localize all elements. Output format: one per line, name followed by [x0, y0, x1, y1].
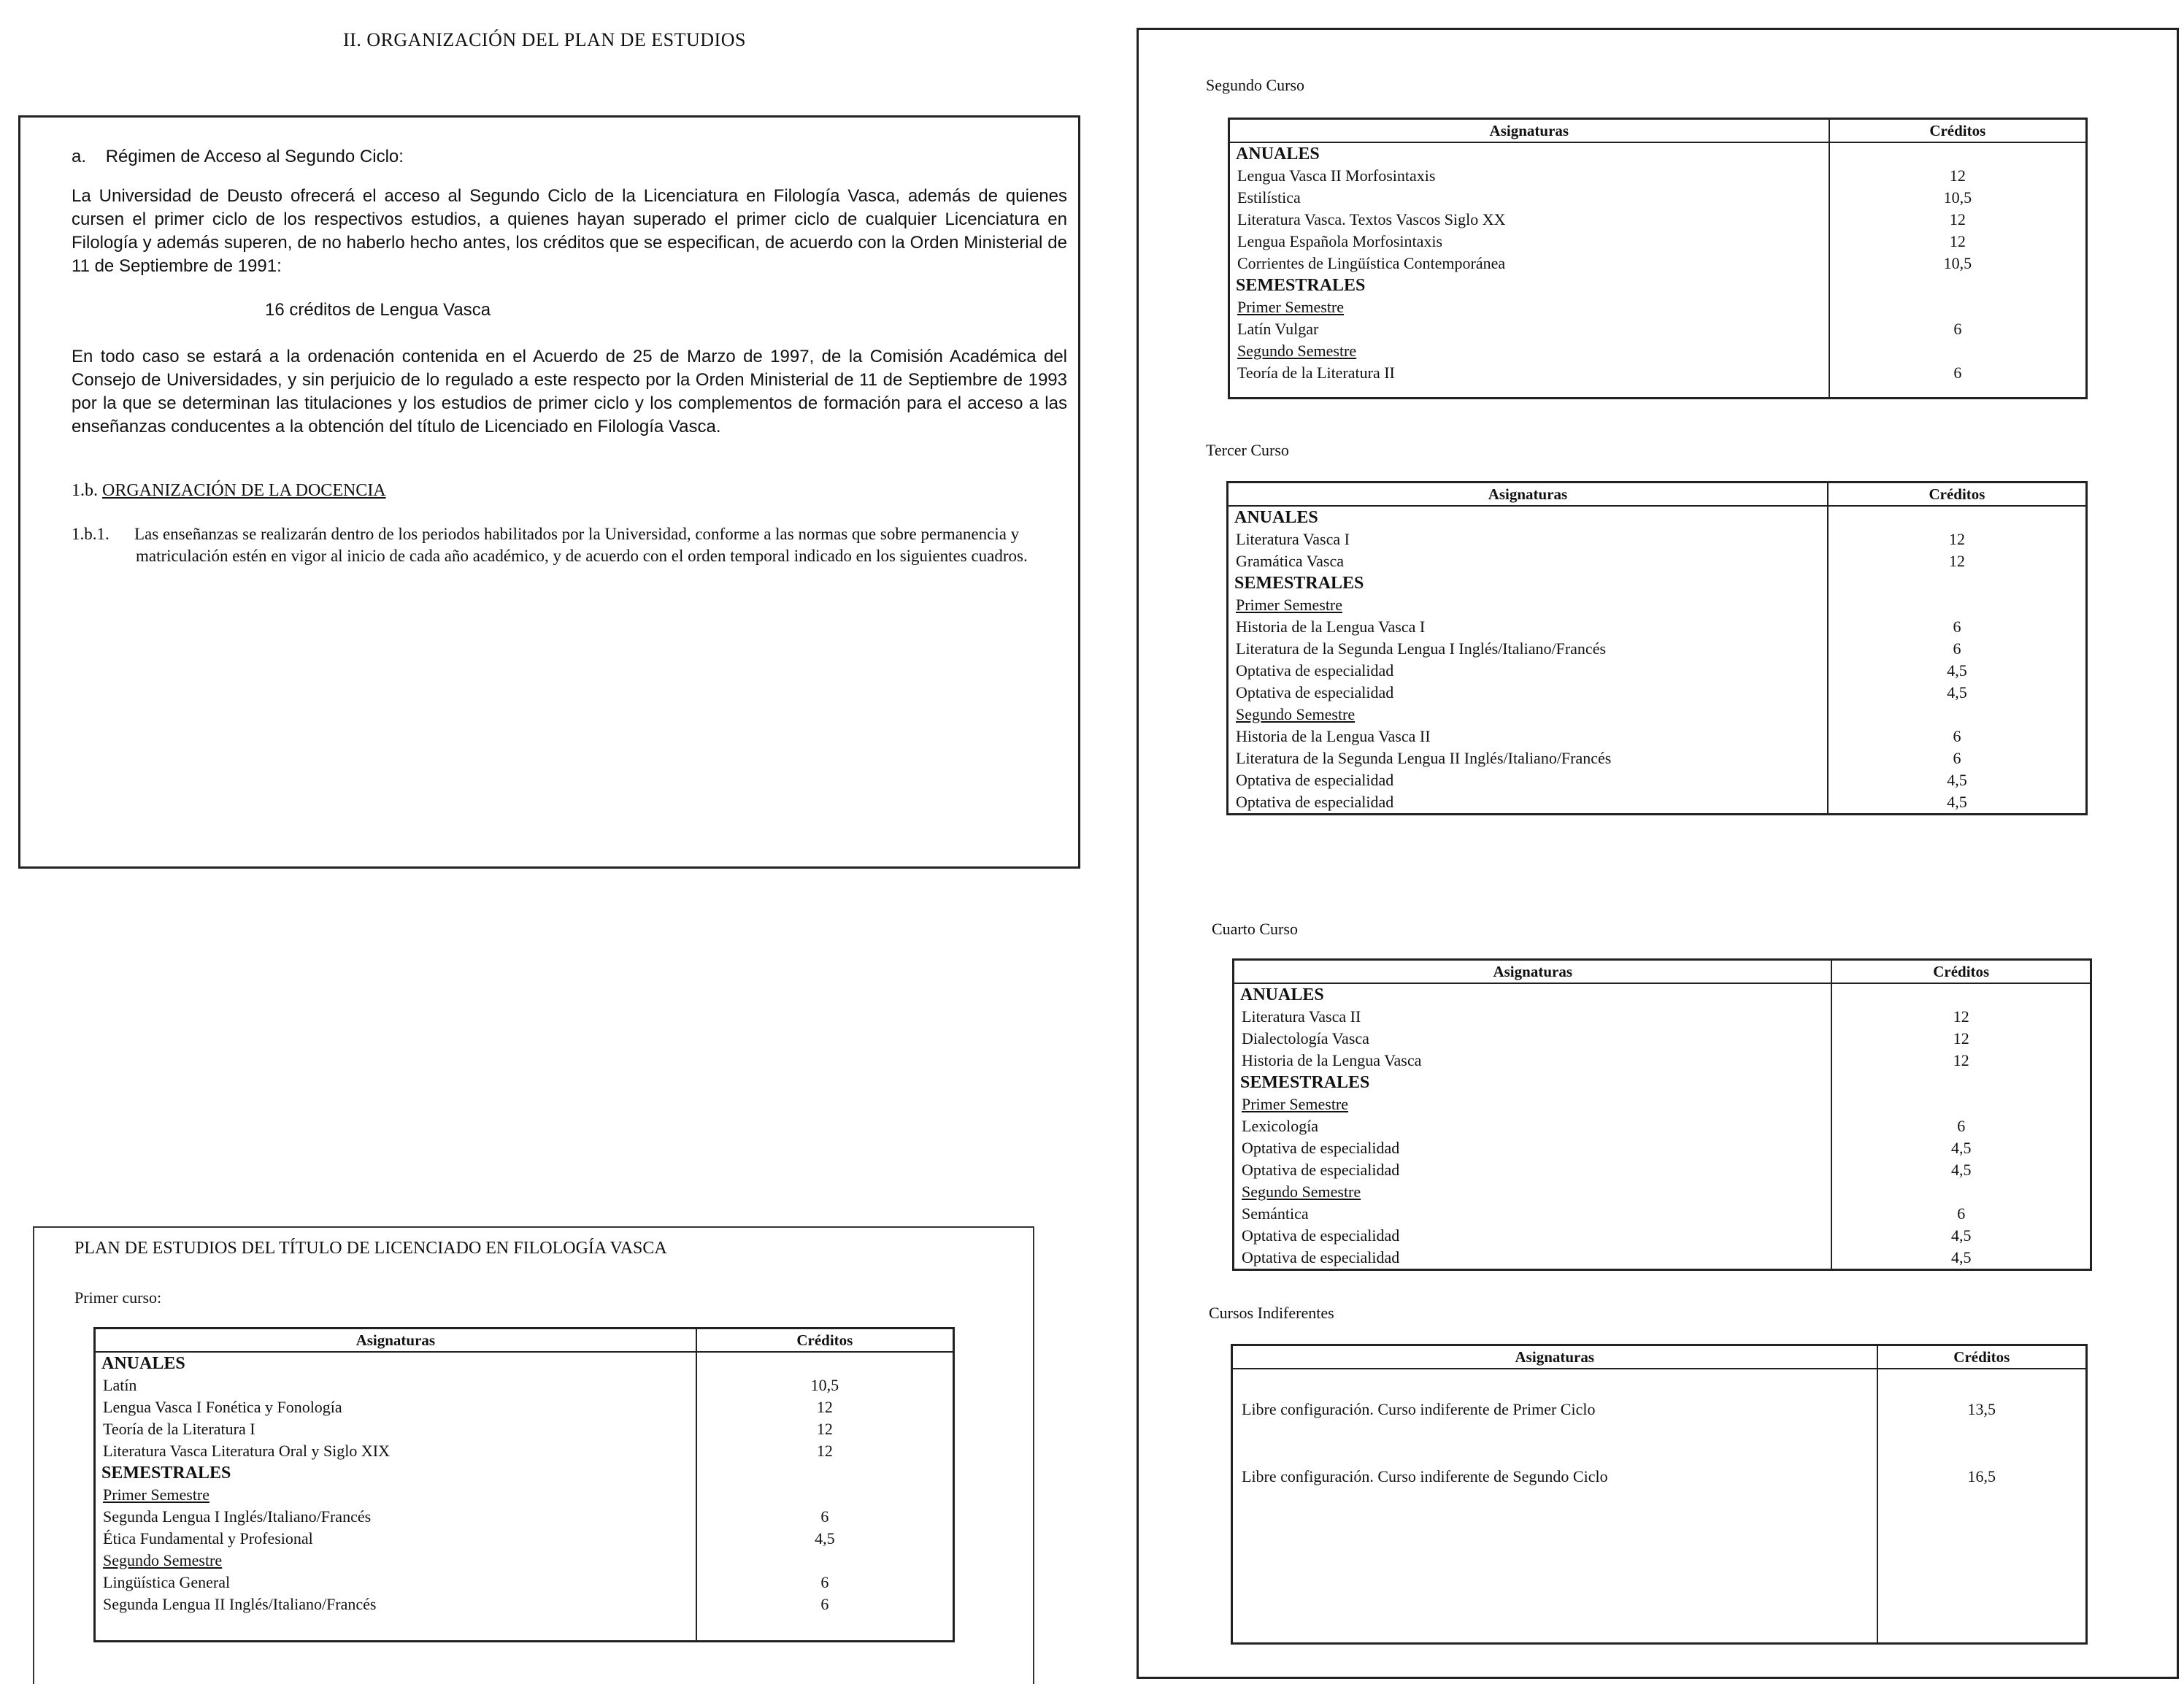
- subject-name: Gramática Vasca: [1236, 552, 1345, 570]
- header-credits: Créditos: [1877, 1345, 2087, 1369]
- group-semestral-label: SEMESTRALES: [1236, 276, 1366, 295]
- subject-name: Historia de la Lengua Vasca II: [1236, 727, 1431, 745]
- subject-name: Literatura de la Segunda Lengua II Inglés/Italiano/Francés: [1236, 749, 1612, 767]
- table-row: [1234, 1050, 2091, 1072]
- subject-credits: 13,5: [1877, 1399, 2087, 1466]
- table-row: [95, 1593, 954, 1615]
- subject-credits: 12: [696, 1440, 954, 1462]
- table-row: [95, 1528, 954, 1550]
- group-annual: [95, 1352, 954, 1375]
- subject-name: Libre configuración. Curso indiferente de Primer Ciclo: [1242, 1400, 1596, 1418]
- subject-name: Semántica: [1242, 1204, 1309, 1223]
- subject-credits: 16,5: [1877, 1466, 2087, 1533]
- subject-credits: 12: [1831, 1050, 2091, 1072]
- subject-name: Literatura Vasca II: [1242, 1007, 1361, 1026]
- table-row: [95, 1440, 954, 1462]
- course-table-cuarto-curso: [1232, 958, 2092, 1271]
- access-heading-number: a.: [72, 147, 87, 166]
- subject-credits: 4,5: [1828, 769, 2087, 791]
- subject-name: Optativa de especialidad: [1242, 1161, 1400, 1179]
- subject-credits: 12: [1829, 209, 2087, 231]
- group-semestral: [95, 1462, 954, 1484]
- course-table-primer-curso: [93, 1327, 955, 1642]
- course-label-cuarto: Cuarto Curso: [1212, 920, 1298, 938]
- group-annual: [1229, 142, 2087, 165]
- access-paragraph-2: En todo caso se estará a la ordenación contenida en el Acuerdo de 25 de Marzo de 1997, de la Comisión Académica del Consejo de Universidades, y sin perjuicio de lo regulado a este respecto por la Orden Ministerial de 11 de Septiembre de 1993 por la que se determinan las titulaciones y los estudios de primer ciclo y los complementos de formación para el acceso a las enseñanzas conducentes a la obtención del título de Licenciado en Filología Vasca.: [72, 347, 1067, 437]
- table-row: [1229, 187, 2087, 209]
- subject-name: Literatura Vasca. Textos Vascos Siglo XX: [1237, 210, 1506, 228]
- table-row: [1228, 726, 2087, 747]
- course-table-cursos-indiferentes: [1231, 1344, 2088, 1645]
- table-row: [1234, 1203, 2091, 1225]
- subject-credits: 6: [1828, 726, 2087, 747]
- subject-credits: 4,5: [1828, 791, 2087, 815]
- access-paragraph-1: La Universidad de Deusto ofrecerá el acceso al Segundo Ciclo de la Licenciatura en Filología Vasca, además de quienes cursen el primer ciclo de los respectivos estudios, a quienes hayan superado el primer ciclo de cualquier Licenciatura en Filología y además superen, de no haberlo hecho antes, los créditos que se especifican, de acuerdo con la Orden Ministerial de 11 de Septiembre de 1991:: [72, 186, 1067, 276]
- subject-credits: 10,5: [1829, 187, 2087, 209]
- table-spacer-row: [1229, 384, 2087, 399]
- table-row: [95, 1375, 954, 1396]
- organization-heading: [72, 481, 386, 501]
- subject-name: Lexicología: [1242, 1117, 1319, 1135]
- table-row: [1229, 318, 2087, 340]
- organization-heading-text: ORGANIZACIÓN DE LA DOCENCIA: [102, 481, 386, 500]
- group-first-semester-label: Primer Semestre: [1242, 1095, 1349, 1113]
- subject-name: Lengua Española Morfosintaxis: [1237, 232, 1443, 250]
- organization-heading-number: 1.b.: [72, 481, 98, 500]
- table-row: [1234, 1137, 2091, 1159]
- table-row: [1228, 682, 2087, 704]
- table-row: [1228, 791, 2087, 815]
- table-row: [1229, 165, 2087, 187]
- subject-name: Historia de la Lengua Vasca I: [1236, 618, 1426, 636]
- group-second-semester-label: Segundo Semestre: [1237, 342, 1357, 360]
- group-semestral-label: SEMESTRALES: [1234, 574, 1364, 593]
- subject-credits: 12: [1829, 231, 2087, 253]
- subject-credits: 12: [1831, 1028, 2091, 1050]
- subject-name: Lengua Vasca I Fonética y Fonología: [103, 1398, 342, 1416]
- subject-name: Optativa de especialidad: [1242, 1248, 1400, 1266]
- group-first-semester-label: Primer Semestre: [1236, 596, 1343, 614]
- subject-name: Optativa de especialidad: [1242, 1139, 1400, 1157]
- subject-credits: 12: [1828, 550, 2087, 572]
- subject-name: Teoría de la Literatura I: [103, 1420, 255, 1438]
- subject-credits: 4,5: [1831, 1159, 2091, 1181]
- subject-name: Optativa de especialidad: [1236, 793, 1394, 811]
- group-semestral-label: SEMESTRALES: [101, 1464, 231, 1483]
- subject-credits: 6: [1828, 616, 2087, 638]
- table-row: [1228, 550, 2087, 572]
- group-first-semester-label: Primer Semestre: [103, 1485, 210, 1504]
- subject-name: Lingüística General: [103, 1573, 231, 1591]
- access-credits-requirement: 16 créditos de Lengua Vasca: [265, 300, 491, 320]
- subject-credits: 12: [1831, 1006, 2091, 1028]
- access-heading-text: Régimen de Acceso al Segundo Ciclo:: [105, 147, 404, 166]
- header-credits: Créditos: [1828, 482, 2087, 507]
- subject-credits: 6: [696, 1506, 954, 1528]
- table-row: [1228, 660, 2087, 682]
- plan-title: PLAN DE ESTUDIOS DEL TÍTULO DE LICENCIADO EN FILOLOGÍA VASCA: [74, 1239, 667, 1258]
- group-first-semester: [95, 1484, 954, 1506]
- group-second-semester: [1228, 704, 2087, 726]
- table-header-row: [1234, 960, 2091, 984]
- header-subjects: Asignaturas: [95, 1329, 696, 1353]
- table-row: [1229, 362, 2087, 384]
- table-row: [1228, 638, 2087, 660]
- subject-credits: 4,5: [1831, 1247, 2091, 1270]
- subject-credits: 6: [1829, 318, 2087, 340]
- subject-credits: 4,5: [696, 1528, 954, 1550]
- subject-credits: 6: [1828, 638, 2087, 660]
- plan-subtitle: Primer curso:: [74, 1288, 162, 1307]
- table-row: [1234, 1115, 2091, 1137]
- table-header-row: [95, 1329, 954, 1353]
- subject-credits: 6: [696, 1572, 954, 1593]
- header-subjects: Asignaturas: [1232, 1345, 1877, 1369]
- subject-credits: 12: [1828, 528, 2087, 550]
- group-second-semester-label: Segundo Semestre: [1236, 705, 1356, 723]
- group-annual-label: ANUALES: [1234, 508, 1318, 527]
- subject-credits: 6: [1828, 747, 2087, 769]
- group-first-semester-label: Primer Semestre: [1237, 298, 1345, 316]
- subject-name: Segunda Lengua II Inglés/Italiano/Francés: [103, 1595, 377, 1613]
- group-second-semester-label: Segundo Semestre: [1242, 1183, 1361, 1201]
- subject-credits: 10,5: [1829, 253, 2087, 274]
- group-first-semester: [1234, 1093, 2091, 1115]
- table-row: [1228, 528, 2087, 550]
- course-label-indiferentes: Cursos Indiferentes: [1209, 1304, 1334, 1322]
- table-row: [1234, 1006, 2091, 1028]
- table-row: [1229, 231, 2087, 253]
- table-row: [1229, 209, 2087, 231]
- subject-name: Teoría de la Literatura II: [1237, 364, 1395, 382]
- group-annual-label: ANUALES: [101, 1354, 185, 1373]
- group-second-semester: [95, 1550, 954, 1572]
- table-header-row: [1232, 1345, 2087, 1369]
- subject-credits: 4,5: [1831, 1225, 2091, 1247]
- subject-name: Literatura Vasca Literatura Oral y Siglo XIX: [103, 1442, 391, 1460]
- table-header-row: [1228, 482, 2087, 507]
- subject-credits: 6: [1831, 1115, 2091, 1137]
- group-annual: [1228, 506, 2087, 528]
- table-row: [95, 1506, 954, 1528]
- group-second-semester: [1229, 340, 2087, 362]
- subject-credits: 4,5: [1828, 660, 2087, 682]
- subject-credits: 12: [696, 1396, 954, 1418]
- group-semestral-label: SEMESTRALES: [1240, 1073, 1370, 1092]
- subject-name: Literatura Vasca I: [1236, 530, 1350, 548]
- header-credits: Créditos: [1829, 119, 2087, 143]
- subject-name: Optativa de especialidad: [1242, 1226, 1400, 1245]
- subject-name: Corrientes de Lingüística Contemporánea: [1237, 254, 1506, 272]
- group-annual-label: ANUALES: [1236, 145, 1320, 164]
- course-table-tercer-curso: [1226, 481, 2088, 815]
- subject-name: Segunda Lengua I Inglés/Italiano/Francés: [103, 1507, 372, 1526]
- header-credits: Créditos: [696, 1329, 954, 1353]
- subject-name: Libre configuración. Curso indiferente de Segundo Ciclo: [1242, 1467, 1608, 1485]
- subject-name: Latín: [103, 1376, 137, 1394]
- group-second-semester-label: Segundo Semestre: [103, 1551, 223, 1569]
- course-label-segundo: Segundo Curso: [1206, 76, 1305, 94]
- table-row: [1234, 1247, 2091, 1270]
- header-subjects: Asignaturas: [1228, 482, 1828, 507]
- access-section: [18, 115, 1080, 869]
- group-first-semester: [1228, 594, 2087, 616]
- table-row: [1228, 747, 2087, 769]
- subject-credits: 12: [696, 1418, 954, 1440]
- table-row: [1234, 1028, 2091, 1050]
- header-credits: Créditos: [1831, 960, 2091, 984]
- organization-item-number: 1.b.1.: [72, 525, 109, 543]
- organization-item-text: Las enseñanzas se realizarán dentro de los periodos habilitados por la Universidad, conforme a las normas que sobre permanencia y matriculación estén en vigor al inicio de cada año académico, y de acuerdo con el orden temporal indicado en los siguientes cuadros.: [134, 525, 1028, 565]
- table-row: [1229, 253, 2087, 274]
- subject-credits: 6: [1829, 362, 2087, 384]
- table-spacer-row: [95, 1615, 954, 1642]
- table-row: [95, 1572, 954, 1593]
- subject-credits: 6: [696, 1593, 954, 1615]
- group-annual: [1234, 983, 2091, 1006]
- subject-name: Lengua Vasca II Morfosintaxis: [1237, 166, 1436, 185]
- subject-name: Optativa de especialidad: [1236, 771, 1394, 789]
- subject-credits: 4,5: [1828, 682, 2087, 704]
- group-second-semester: [1234, 1181, 2091, 1203]
- subject-name: Literatura de la Segunda Lengua I Inglés/Italiano/Francés: [1236, 639, 1607, 658]
- subject-name: Dialectología Vasca: [1242, 1029, 1369, 1047]
- table-row: [1232, 1466, 2087, 1533]
- table-row: [1232, 1399, 2087, 1466]
- group-semestral: [1234, 1072, 2091, 1093]
- table-row: [1228, 769, 2087, 791]
- subject-name: Historia de la Lengua Vasca: [1242, 1051, 1422, 1069]
- course-label-tercero: Tercer Curso: [1206, 441, 1289, 459]
- table-row: [95, 1396, 954, 1418]
- group-semestral: [1229, 274, 2087, 296]
- course-table-segundo-curso: [1228, 118, 2088, 399]
- subject-name: Optativa de especialidad: [1236, 683, 1394, 701]
- subject-name: Ética Fundamental y Profesional: [103, 1529, 313, 1547]
- organization-item: [72, 523, 1067, 567]
- table-row: [1234, 1159, 2091, 1181]
- subject-name: Optativa de especialidad: [1236, 661, 1394, 680]
- table-row: [1228, 616, 2087, 638]
- subject-name: Estilística: [1237, 188, 1301, 207]
- group-first-semester: [1229, 296, 2087, 318]
- table-header-row: [1229, 119, 2087, 143]
- header-subjects: Asignaturas: [1234, 960, 1832, 984]
- group-annual-label: ANUALES: [1240, 985, 1324, 1004]
- page-title: II. ORGANIZACIÓN DEL PLAN DE ESTUDIOS: [343, 29, 746, 50]
- access-heading: [72, 147, 404, 167]
- table-spacer-row: [1232, 1369, 2087, 1399]
- table-row: [95, 1418, 954, 1440]
- header-subjects: Asignaturas: [1229, 119, 1829, 143]
- group-semestral: [1228, 572, 2087, 594]
- subject-credits: 6: [1831, 1203, 2091, 1225]
- table-row: [1234, 1225, 2091, 1247]
- subject-name: Latín Vulgar: [1237, 320, 1319, 338]
- subject-credits: 4,5: [1831, 1137, 2091, 1159]
- table-spacer-row: [1232, 1533, 2087, 1644]
- subject-credits: 10,5: [696, 1375, 954, 1396]
- subject-credits: 12: [1829, 165, 2087, 187]
